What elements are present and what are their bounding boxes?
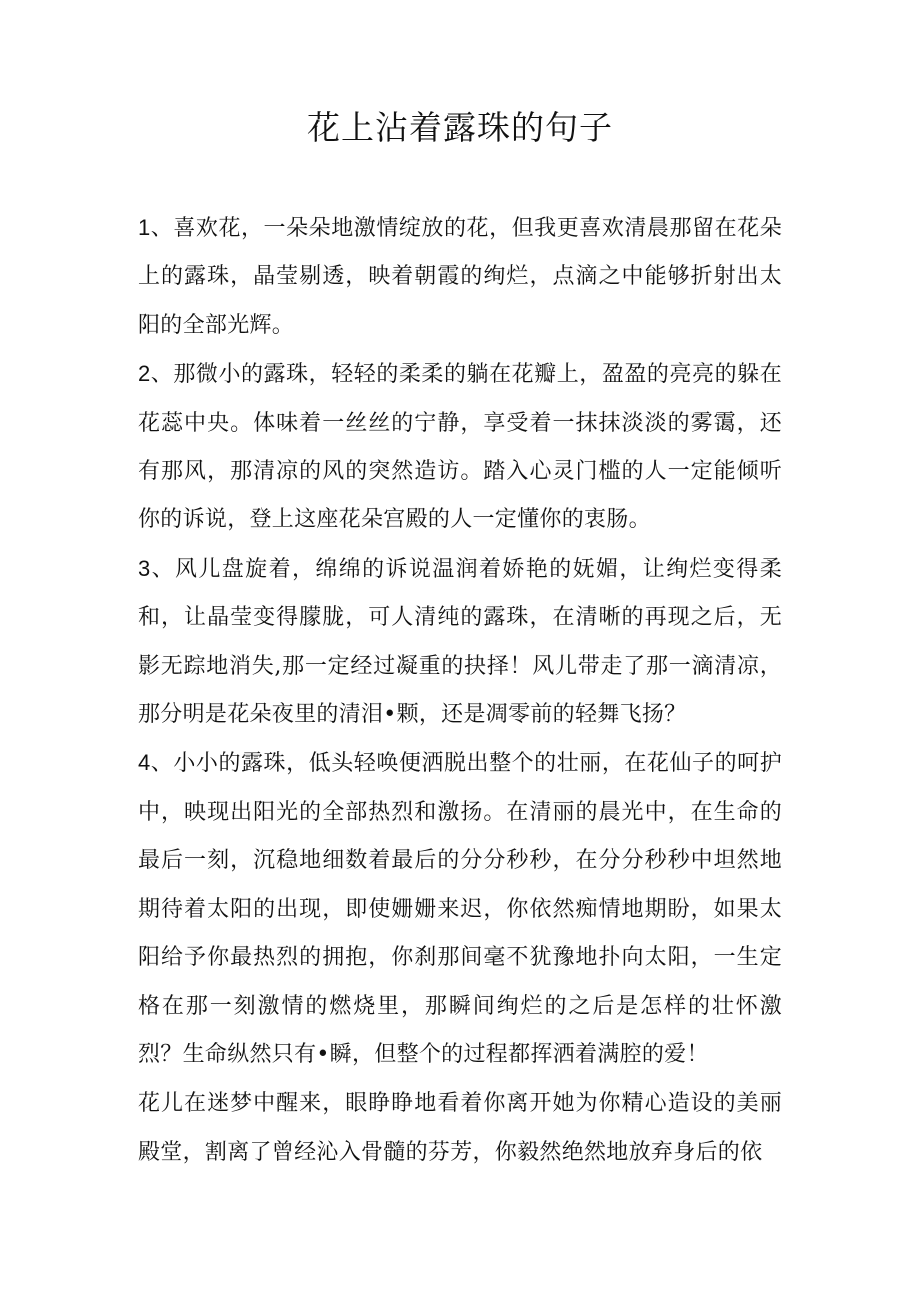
paragraph-text: 、小小的露珠，低头轻唤便洒脱出整个的壮丽，在花仙子的呵护中，映现出阳光的全部热烈和激扬。在清丽的晨光中，在生命的最后一刻，沉稳地细数着最后的分分秒秒，在分分秒秒中坦然地期待着太阳的出现，即使姗姗来迟，你依然痴情地期盼，如果太阳给予你最热烈的拥抱，你刹那间毫不犹豫地扑向太阳，一生定格在那一刻激情的燃烧里，那瞬间绚烂的之后是怎样的壮怀激烈？生命纵然只有•瞬，但整个的过程都挥洒着满腔的爱！ <box>138 751 782 1067</box>
paragraph-5 <box>138 1079 782 1177</box>
paragraph-text: 、喜欢花，一朵朵地激情绽放的花，但我更喜欢清晨那留在花朵上的露珠，晶莹剔透，映着朝霞的绚烂，点滴之中能够折射出太阳的全部光辉。 <box>138 216 782 338</box>
paragraph-number: 1 <box>138 215 151 240</box>
paragraph-3 <box>138 545 782 740</box>
paragraph-text: 、那微小的露珠，轻轻的柔柔的躺在花瓣上，盈盈的亮亮的躲在花蕊中央。体味着一丝丝的宁静，享受着一抹抹淡淡的雾霭，还有那风，那清凉的风的突然造访。踏入心灵门槛的人一定能倾听你的诉说，登上这座花朵宫殿的人一定懂你的衷肠。 <box>138 362 782 533</box>
document-title: 花上沾着露珠的句子 <box>307 108 613 147</box>
paragraph-text: 花儿在迷梦中醒来，眼睁睁地看着你离开她为你精心造设的美丽殿堂，割离了曾经沁入骨髓的芬芳，你毅然绝然地放弃身后的依 <box>138 1091 782 1165</box>
paragraph-number: 3 <box>138 555 151 581</box>
paragraph-2 <box>138 350 782 545</box>
paragraph-number: 2 <box>138 361 151 387</box>
document-body <box>138 204 782 1177</box>
paragraph-1 <box>138 204 782 350</box>
paragraph-text: 、风儿盘旋着，绵绵的诉说温润着娇艳的妩媚，让绚烂变得柔和，让晶莹变得朦胧，可人清纯的露珠，在清晰的再现之后，无影无踪地消失,那一定经过凝重的抉择！风儿带走了那一滴清凉，那分明是花朵夜里的清泪•颗，还是凋零前的轻舞飞扬？ <box>138 556 782 728</box>
paragraph-4 <box>138 739 782 1079</box>
paragraph-number: 4 <box>138 750 151 776</box>
